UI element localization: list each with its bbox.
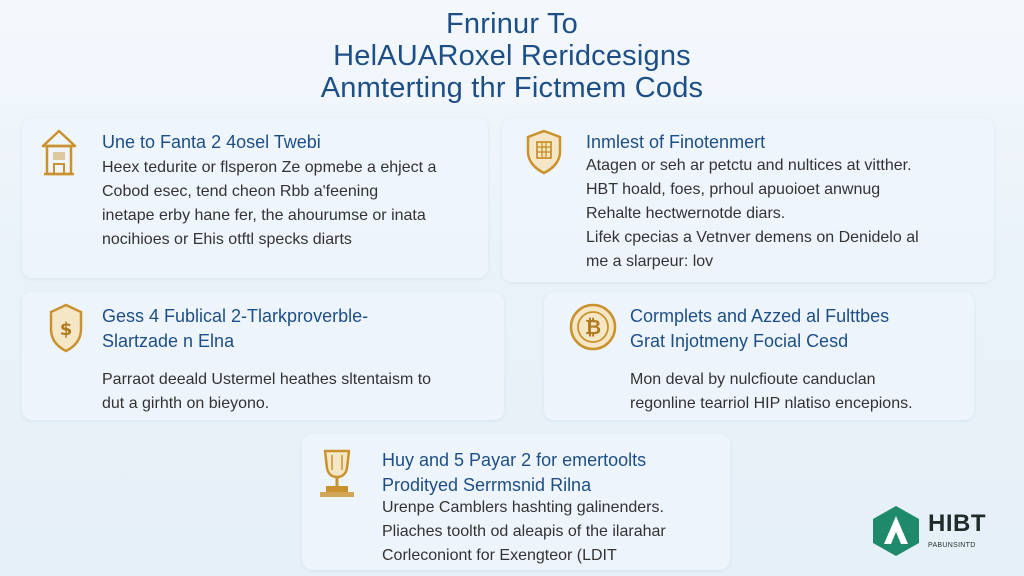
card-5-heading [382,448,646,498]
card-2-body-line: Atagen or seh ar petctu and nultices at vitther. [586,157,912,174]
trophy-icon [314,446,360,500]
card-5-heading-line: Prodityed Serrmsnid Rilna [382,475,592,495]
card-5-heading-line: Huy and 5 Payar 2 for emertoolts [382,450,647,470]
card-1-body-line: nocihioes or Ehis otftl specks diarts [102,231,352,248]
card-1-body [102,156,436,252]
card-4-heading-line: Cormplets and Azzed al Fulttbes [630,306,890,326]
card-3-body-line: Parraot deeald Ustermel heathes sltentaism to [102,371,432,388]
logo-text: HIBT [928,510,986,537]
card-3-heading-line: Slartzade n Elna [102,331,235,351]
card-4-body [630,368,913,416]
title-line-1: Fnrinur To [445,8,579,40]
card-1-body-line: inetape erby hane fer, the ahourumse or inata [102,207,426,224]
card-2-body [586,154,919,274]
card-3-heading [102,304,368,354]
svg-text:₿: ₿ [584,315,602,339]
card-4-heading [630,304,889,354]
feature-card-2 [502,118,994,282]
card-2-body-line: HBT hoald, foes, prhoul apuoioet anwnug [586,181,881,198]
card-3-body [102,368,431,416]
card-3-body-line: dut a girhth on bieyono. [102,395,270,412]
card-3-heading-line: Gess 4 Fublical 2-Tlarkproverble- [102,306,369,326]
page-title [0,8,1024,104]
shield-grid-icon [524,128,564,176]
card-4-body-line: Mon deval by nulcfioute canduclan [630,371,876,388]
feature-card-1 [22,118,488,278]
svg-text:$: $ [59,319,73,340]
card-4-body-line: regonline tearriol HIP nlatiso encepions. [630,395,913,412]
card-1-body-line: Cobod esec, tend cheon Rbb a'feening [102,183,379,200]
card-1-body-line: Heex tedurite or flsperon Ze opmebe a ehject a [102,159,437,176]
feature-card-4 [544,292,974,420]
card-4-heading-line: Grat Injotmeny Focial Cesd [630,331,849,351]
title-line-2: HelAUARoxel Reridcesigns [333,40,691,72]
card-2-heading [586,130,765,155]
dollar-shield-icon [48,302,84,354]
card-1-heading-line: Une to Fanta 2 4osel Twebi [102,132,321,152]
card-5-body-line: Urenpe Camblers hashting galinenders. [382,499,664,516]
logo-subtext: PABUNSINTD [928,542,976,549]
card-2-body-line: Lifek cpecias a Vetnver demens on Denidelo al [586,229,919,246]
card-2-body-line: Rehalte hectwernotde diars. [586,205,786,222]
card-5-body-line: Pliaches toolth od aleapis of the ilarahar [382,523,666,540]
card-2-heading-line: Inmlest of Finotenmert [586,132,766,152]
feature-card-5 [302,434,730,570]
shield-logo-icon [870,504,922,558]
hibt-logo [870,502,1000,560]
bitcoin-coin-icon [568,302,618,352]
card-1-heading [102,130,321,155]
card-5-body [382,496,666,568]
card-5-body-line: Corleconiont for Exengteor (LDIT [382,547,617,564]
house-icon [40,128,78,180]
card-2-body-line: me a slarpeur: lov [586,253,714,270]
title-line-3: Anmterting thr Fictmem Cods [320,72,704,104]
feature-card-3 [22,292,504,420]
